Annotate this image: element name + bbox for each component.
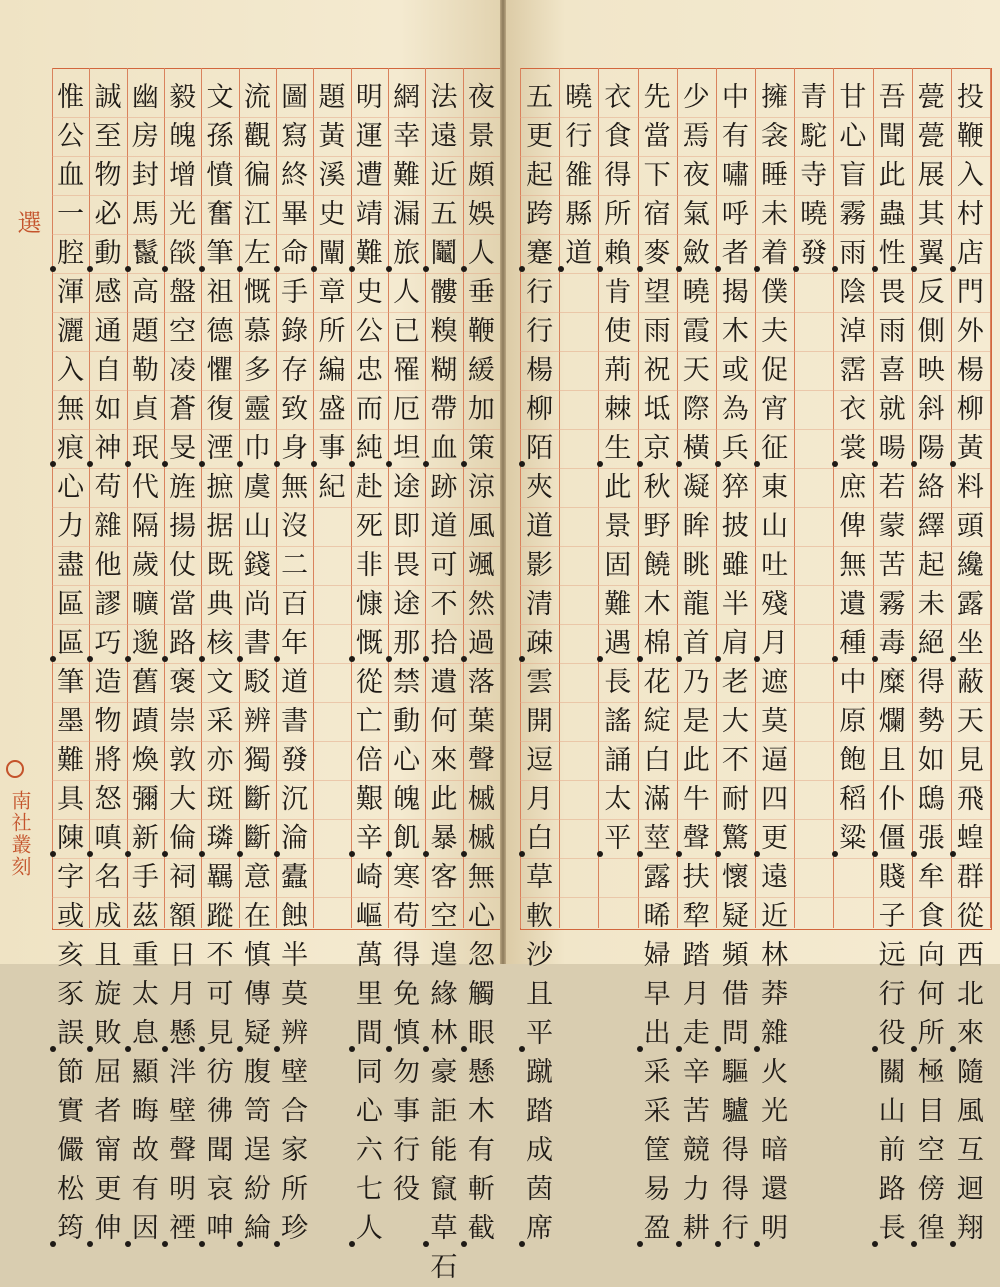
column-text: 法 遠 近 五 鬮 髏 糗 糊 帶 血 跡 道 可 不 拾 遺 何 來 此 暴 客 空 遑 緣 林 豪 詎 能 竄 草 石 xyxy=(427,78,460,1287)
text-column xyxy=(559,78,598,273)
text-column xyxy=(755,78,794,1248)
column-text: 明 運 遭 靖 難 史 公 忠 而 純 赴 死 非 慷 慨 從 亡 倍 艱 辛 崎 嶇 萬 里 間 同 心 六 七 人 xyxy=(353,78,386,1248)
column-text: 甍 甍 展 其 翼 反 側 映 斜 陽 絡 繹 起 未 絕 得 勢 如 鴟 張 牟 食 向 何 所 極 目 空 傍 徨 xyxy=(915,78,948,1248)
column-text: 毅 魄 增 光 燄 盤 空 凌 蒼 旻 旌 揚 仗 當 路 褒 崇 敦 大 倫 祠 額 日 月 懸 泮 壁 聲 明 禋 xyxy=(166,78,199,1248)
text-column xyxy=(794,78,833,273)
column-text: 誠 至 物 必 動 感 通 自 如 神 苟 雜 他 謬 巧 造 物 將 怒 嗔 名 成 且 旋 敗 屈 者 甯 更 伸 xyxy=(91,78,124,1248)
text-column xyxy=(677,78,716,1248)
column-text: 幽 房 封 馬 鬣 高 題 勒 貞 珉 代 隔 歲 曠 邈 舊 蹟 煥 彌 新 手 茲 重 太 息 顯 晦 故 有 因 xyxy=(129,78,162,1248)
column-text: 甘 心 盲 霧 雨 陰 淖 霑 衣 裳 庶 俾 無 遺 種 中 原 飽 稻 粱 xyxy=(836,78,869,858)
text-column xyxy=(833,78,872,858)
text-column xyxy=(313,78,350,507)
column-text: 夜 景 頗 娛 人 垂 鞭 緩 加 策 涼 風 颯 然 過 落 葉 聲 槭 槭 無 心 忽 觸 眼 懸 木 有 斬 截 xyxy=(465,78,498,1248)
text-column xyxy=(164,78,201,1248)
grid-column-rule xyxy=(990,68,991,928)
column-text: 網 幸 難 漏 旅 人 已 罹 厄 坦 途 即 畏 途 那 禁 動 心 魄 飢 寒 苟 得 免 慎 勿 事 行 役 xyxy=(390,78,423,1209)
column-text: 曉 行 雒 縣 道 xyxy=(562,78,595,273)
left-margin-series-title: 南社叢刻 xyxy=(8,790,32,878)
column-text: 少 焉 夜 氣 斂 曉 霞 天 際 橫 凝 眸 眺 龍 首 乃 是 此 牛 聲 扶 犂 踏 月 走 辛 苦 競 力 耕 xyxy=(680,78,713,1248)
column-text: 衣 食 得 所 賴 肯 使 荊 棘 生 此 景 固 難 遇 長 謠 誦 太 平 xyxy=(601,78,634,858)
text-column xyxy=(201,78,238,1248)
column-text: 投 鞭 入 村 店 門 外 楊 柳 黃 料 頭 纔 露 坐 蔽 天 見 飛 蝗 群 從 西 北 來 隨 風 互 迴 翔 xyxy=(954,78,987,1248)
text-column xyxy=(912,78,951,1248)
text-column xyxy=(52,78,89,1248)
column-text: 青 駝 寺 曉 發 xyxy=(797,78,830,273)
text-column xyxy=(351,78,388,1248)
text-column xyxy=(388,78,425,1209)
column-text: 中 有 嘯 呼 者 揭 木 或 為 兵 猝 披 雖 半 肩 老 大 不 耐 驚 懷 疑 頻 借 問 驅 驢 得 得 行 xyxy=(719,78,752,1248)
text-column xyxy=(873,78,912,1248)
text-column xyxy=(425,78,462,1287)
left-margin-label: 選 xyxy=(13,210,41,236)
text-column xyxy=(239,78,276,1248)
text-column xyxy=(638,78,677,1248)
column-text: 惟 公 血 一 腔 渾 灑 入 無 痕 心 力 盡 區 區 筆 墨 難 具 陳 字 或 亥 豕 誤 節 實 儼 松 筠 xyxy=(54,78,87,1248)
text-column xyxy=(951,78,990,1248)
column-text: 吾 聞 此 蟲 性 畏 雨 喜 就 暘 若 蒙 苦 霧 毒 糜 爛 且 仆 僵 賤 子 远 行 役 關 山 前 路 長 xyxy=(876,78,909,1248)
text-column xyxy=(463,78,500,1248)
column-text: 文 孫 憤 奮 筆 祖 德 懼 復 湮 摭 据 既 典 核 文 采 亦 斑 璘 羈 蹤 不 可 見 彷 彿 聞 哀 呻 xyxy=(203,78,236,1248)
column-text: 擁 衾 睡 未 着 僕 夫 促 宵 征 東 山 吐 殘 月 遮 莫 逼 四 更 遠 近 林 莽 雜 火 光 暗 還 明 xyxy=(758,78,791,1248)
column-text: 五 更 起 跨 蹇 行 行 楊 柳 陌 夾 道 影 清 疎 雲 開 逗 月 白 草 軟 沙 且 平 蹴 踏 成 茵 席 xyxy=(523,78,556,1248)
text-column xyxy=(89,78,126,1248)
margin-circle-mark xyxy=(6,760,24,778)
column-text: 流 觀 徧 江 左 慨 慕 多 靈 巾 虞 山 錢 尚 書 駁 辨 獨 斷 斷 意 在 慎 傳 疑 腹 笥 逞 紛 綸 xyxy=(241,78,274,1248)
column-text: 題 黃 溪 史 闡 章 所 編 盛 事 紀 xyxy=(315,78,348,507)
text-column xyxy=(276,78,313,1248)
text-column xyxy=(716,78,755,1248)
text-column xyxy=(598,78,637,858)
column-text: 先 當 下 宿 麥 望 雨 祝 坻 京 秋 野 饒 木 棉 花 綻 白 滿 莖 露 晞 婦 早 出 采 采 筐 易 盈 xyxy=(641,78,674,1248)
column-text: 圖 寫 終 畢 命 手 錄 存 致 身 無 沒 二 百 年 道 書 發 沉 淪 蠹 蝕 半 莫 辨 壁 合 家 所 珍 xyxy=(278,78,311,1248)
right-page xyxy=(506,0,1000,1244)
left-page xyxy=(0,0,500,1283)
text-column xyxy=(127,78,164,1248)
text-column xyxy=(520,78,559,1248)
